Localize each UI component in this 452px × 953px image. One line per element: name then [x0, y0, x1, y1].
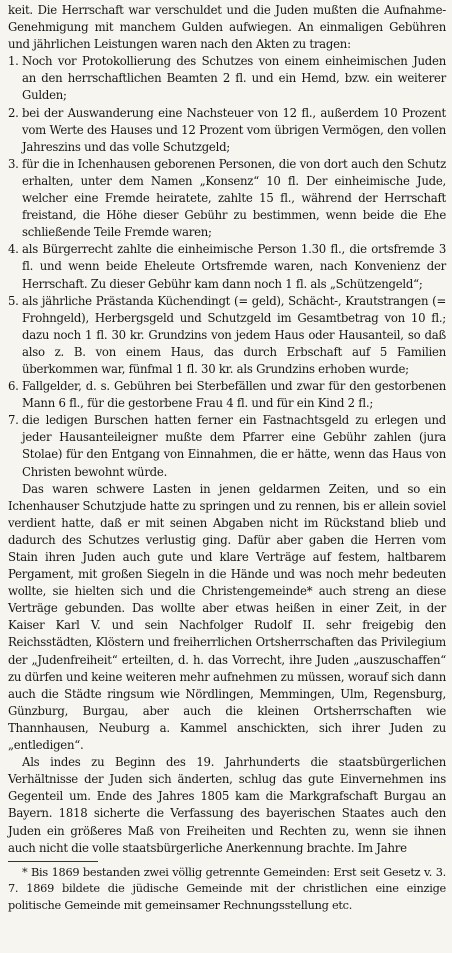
fee-list [8, 53, 446, 480]
list-item [8, 293, 446, 378]
item-number: 4. [8, 242, 19, 257]
main-text [8, 2, 446, 857]
list-item [8, 105, 446, 156]
list-item [8, 378, 446, 412]
item-text: als jährliche Prästanda Küchendingt (= geld), Schächt-, Krautstrangen (= Frohngeld), Herbergsgeld und Schutzgeld im Gesamtbetrag von 10 fl.; dazu noch 1 fl. 30 kr. Grundzins von jedem Haus oder Hausanteil, so daß also z. B. von einem Haus, das durch Erbschaft auf 5 Familien überkommen war, fünfmal 1 fl. 30 kr. als Grundzins erhoben wurde; [22, 293, 446, 376]
footnote: * Bis 1869 bestanden zwei völlig getrennte Gemeinden: Erst seit Gesetz v. 3. 7. 1869 bildete die jüdische Gemeinde mit der christlichen eine einzige politische Gemeinde mit gemeinsamer Rechnungsstellung etc. [8, 865, 446, 912]
item-text: als Bürgerrecht zahlte die einheimische Person 1.30 fl., die ortsfremde 3 fl. und wenn beide Eheleute Ortsfremde waren, nach Konvenienz der Herrschaft. Zu dieser Gebühr kam dann noch 1 fl. als „Schützengeld“; [22, 242, 446, 291]
intro-paragraph: keit. Die Herrschaft war verschuldet und die Juden mußten die Aufnahme-Genehmigung mit manchem Gulden aufwiegen. An einmaligen Gebühren und jährlichen Leistungen waren nach den Akten zu tragen: [8, 3, 446, 52]
item-text: die ledigen Burschen hatten ferner ein Fastnachtsgeld zu erlegen und jeder Hausanteileigner mußte dem Pfarrer eine Gebühr zahlen (jura Stolae) für den Entgang von Einnahmen, die er hätte, wenn das Haus von Christen bewohnt würde. [22, 413, 446, 479]
list-item [8, 241, 446, 292]
list-item [8, 53, 446, 104]
footnote-divider [8, 861, 98, 862]
item-text: Noch vor Protokollierung des Schutzes von einem einheimischen Juden an den herrschaftlichen Beamten 2 fl. und ein Hemd, bzw. ein weiterer Gulden; [22, 54, 446, 103]
body-paragraph: Als indes zu Beginn des 19. Jahrhunderts die staatsbürgerlichen Verhältnisse der Juden sich änderten, schlug das gute Einvernehmen ins Gegenteil um. Ende des Jahres 1805 kam die Markgrafschaft Burgau an Bayern. 1818 sicherte die Verfassung des bayerischen Staates auch den Juden ein größeres Maß von Freiheiten und Rechten zu, wenn sie ihnen auch nicht die volle staatsbürgerliche Anerkennung brachte. Im Jahre [8, 755, 446, 855]
item-number: 6. [8, 379, 19, 394]
body-paragraph: Das waren schwere Lasten in jenen geldarmen Zeiten, und so ein Ichenhauser Schutzjude hatte zu springen und zu rennen, bis er allein soviel verdient hatte, daß er mit seinen Abgaben nicht im Rückstand blieb und dadurch des Schutzes verlustig ging. Dafür aber gaben die Herren vom Stain ihren Juden auch gute und klare Verträge auf festem, haltbarem Pergament, mit großen Siegeln in die Hände und was noch mehr bedeuten wollte, sie hielten sich und die Christengemeinde* auch streng an diese Verträge gebunden. Das wollte aber etwas heißen in einer Zeit, in der Kaiser Karl V. und sein Nachfolger Rudolf II. sehr freigebig den Reichsstädten, Klöstern und freiherrlichen Ortsherrschaften das Privilegium der „Judenfreiheit“ erteilten, d. h. das Vorrecht, ihre Juden „auszuschaffen“ zu dürfen und keine weiteren mehr aufnehmen zu müssen, worauf sich dann auch die Städte ringsum wie Nördlingen, Memmingen, Ulm, Regensburg, Günzburg, Burgau, aber auch die kleinen Ortsherrschaften wie Thannhausen, Neuburg a. Kammel anschickten, sich ihrer Juden zu „entledigen“. [8, 481, 446, 753]
list-item [8, 412, 446, 480]
item-number: 5. [8, 293, 19, 308]
item-number: 7. [8, 413, 19, 428]
list-item [8, 156, 446, 241]
item-text: Fallgelder, d. s. Gebühren bei Sterbefällen und zwar für den gestorbenen Mann 6 fl., für die gestorbene Frau 4 fl. und für ein Kind 2 fl.; [22, 379, 446, 411]
item-text: für die in Ichenhausen geborenen Personen, die von dort auch den Schutz erhalten, unter dem Namen „Konsenz“ 10 fl. Der einheimische Jude, welcher eine Fremde heiratete, zahlte 15 fl., während der Herrschaft freistand, die Höhe dieser Gebühr zu bestimmen, wenn beide die Ehe schließende Teile Fremde waren; [22, 156, 446, 240]
item-number: 1. [8, 54, 19, 69]
item-text: bei der Auswanderung eine Nachsteuer von 12 fl., außerdem 10 Prozent vom Werte des Hauses und 12 Prozent vom übrigen Vermögen, den vollen Jahreszins und das volle Schutzgeld; [22, 105, 446, 154]
item-number: 3. [8, 156, 19, 171]
item-number: 2. [8, 105, 19, 120]
